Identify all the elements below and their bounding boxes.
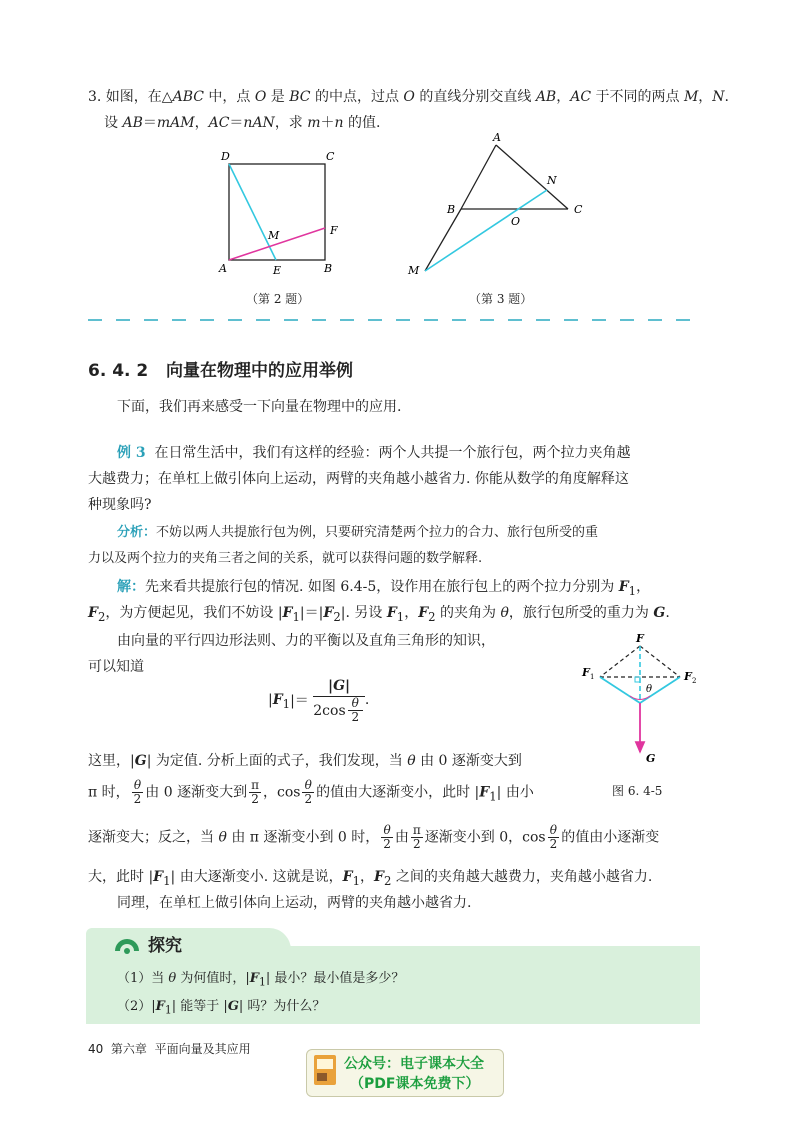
solution-line6: π 时， $\frac{\theta}{2}$ 由 0 逐渐变大到 $\frac{\pi}{2}$ ，cos $\frac{\theta}{2}$ 的值由大逐渐变小，此时 $|F_1|$ 由小 [88, 778, 534, 806]
page-footer [88, 1040, 251, 1057]
triangle-figure [407, 131, 583, 277]
label-A: A [219, 262, 227, 275]
solution-label: 解： [117, 579, 145, 595]
explore-q1: （1）当 θ 为何值时，$|F_1|$ 最小？最小值是多少？ [117, 971, 405, 989]
label-G: G [646, 752, 656, 765]
label-D: D [221, 150, 230, 163]
solution-line1: 解：先来看共提旅行包的情况. 如图 6.4-5，设作用在旅行包上的两个拉力分别为 $F_1$， [117, 579, 651, 598]
dash-segment [564, 319, 578, 321]
section-number: 6. 4. 2 [88, 361, 149, 381]
label-M: M [268, 229, 280, 242]
section-heading [88, 356, 353, 381]
label-F: F [636, 632, 644, 645]
dash-segment [116, 319, 130, 321]
page-number: 40 [88, 1042, 104, 1056]
label-F2-sub: 2 [692, 677, 697, 685]
solution-line2: $F_2$，为方便起见，我们不妨设 $|F_1|=|F_2|$. 另设 $F_1$，$F_2$ 的夹角为 θ，旅行包所受的重力为 G. [88, 605, 670, 624]
dash-segment [396, 319, 410, 321]
dash-segment [368, 319, 382, 321]
label-B: B [447, 203, 456, 216]
dash-segment [88, 319, 102, 321]
analysis-line2: 力以及两个拉力的夹角三者之间的关系，就可以获得问题的数学解释. [88, 551, 483, 566]
chapter-title: 平面向量及其应用 [154, 1042, 251, 1056]
label-O: O [511, 215, 521, 228]
dash-segment [592, 319, 606, 321]
label-N: N [547, 174, 557, 187]
problem-figures [200, 131, 620, 310]
formula: $|F_1|=$ |G| 2cos $\frac{\theta}{2}$ . [268, 678, 370, 724]
problem3-line2: 设 AB＝mAM，AC＝nAN，求 m＋n 的值. [104, 115, 381, 131]
dash-segment [340, 319, 354, 321]
solution-line5: 这里，|G| 为定值. 分析上面的式子，我们发现，当 θ 由 0 逐渐变大到 [88, 753, 522, 769]
label-E: E [273, 264, 282, 277]
dash-segment [452, 319, 466, 321]
intro-text: 下面，我们再来感受一下向量在物理中的应用. [117, 399, 402, 415]
label-F2: F [684, 670, 692, 683]
label-theta: θ [646, 684, 653, 695]
fig2-caption: （第 2 题） [246, 292, 310, 306]
formula-fraction: |G| 2cos $\frac{\theta}{2}$ [313, 676, 365, 724]
solution-line9: 同理，在单杠上做引体向上运动，两臂的夹角越小越省力. [117, 895, 472, 911]
explore-title: 探究 [148, 936, 182, 956]
solution-line3: 由向量的平行四边形法则、力的平衡以及直角三角形的知识， [117, 633, 495, 649]
stamp-line2: （PDF课本免费下） [350, 1076, 480, 1092]
dash-segment [312, 319, 326, 321]
example-line3: 种现象吗? [88, 497, 152, 513]
dash-segment [256, 319, 270, 321]
dash-segment [284, 319, 298, 321]
label-A: A [493, 131, 501, 144]
dash-segment [144, 319, 158, 321]
label-F: F [330, 224, 338, 237]
dash-segment [228, 319, 242, 321]
square-figure [218, 150, 338, 277]
dash-segment [200, 319, 214, 321]
book-icon [312, 1053, 338, 1091]
stamp-line1: 公众号：电子课本大全 [344, 1056, 484, 1072]
analysis-label: 分析： [117, 525, 157, 540]
force-diagram [580, 630, 710, 770]
example-line1: 例 3 在日常生活中，我们有这样的经验：两个人共提一个旅行包，两个拉力夹角越 [117, 445, 631, 461]
solution-line7: 逐渐变大；反之，当 θ 由 π 逐渐变小到 0 时， $\frac{\theta}{2}$ 由 $\frac{\pi}{2}$ 逐渐变小到 0，cos $\frac{\theta}{2}$ 的值由小逐渐变 [88, 823, 660, 851]
dash-segment [172, 319, 186, 321]
problem3-line1: 3. 如图，在△ABC 中，点 O 是 BC 的中点，过点 O 的直线分别交直线 AB，AC 于不同的两点 M，N. [88, 89, 729, 105]
dash-segment [424, 319, 438, 321]
label-C: C [574, 203, 583, 216]
dash-segment [536, 319, 550, 321]
figure-caption: 图 6. 4-5 [612, 784, 663, 798]
example-label: 例 3 [117, 445, 146, 461]
dash-segment [620, 319, 634, 321]
fig3-caption: （第 3 题） [469, 292, 533, 306]
example-line2: 大越费力；在单杠上做引体向上运动，两臂的夹角越小越省力. 你能从数学的角度解释这 [88, 471, 629, 487]
solution-line8: 大，此时 $|F_1|$ 由大逐渐变小. 这就是说，$F_1$，$F_2$ 之间的夹角越大越费力，夹角越小越省力. [88, 869, 653, 888]
dash-segment [480, 319, 494, 321]
explore-q2: $(2)|F_1|$ 能等于 |G| 吗？为什么？ [117, 999, 326, 1017]
analysis-line1: 分析：不妨以两人共提旅行包为例，只要研究清楚两个拉力的合力、旅行包所受的重 [117, 525, 599, 540]
label-C: C [326, 150, 335, 163]
solution-line4: 可以知道 [88, 659, 144, 675]
label-F1-sub: 1 [590, 673, 595, 681]
chapter-number: 第六章 [110, 1042, 147, 1056]
label-F1: F [582, 666, 590, 679]
label-B: B [324, 262, 333, 275]
dash-segment [508, 319, 522, 321]
label-M: M [408, 264, 420, 277]
section-title: 向量在物理中的应用举例 [166, 361, 354, 381]
explore-icon [112, 931, 142, 955]
dash-segment [648, 319, 662, 321]
dash-segment [676, 319, 690, 321]
